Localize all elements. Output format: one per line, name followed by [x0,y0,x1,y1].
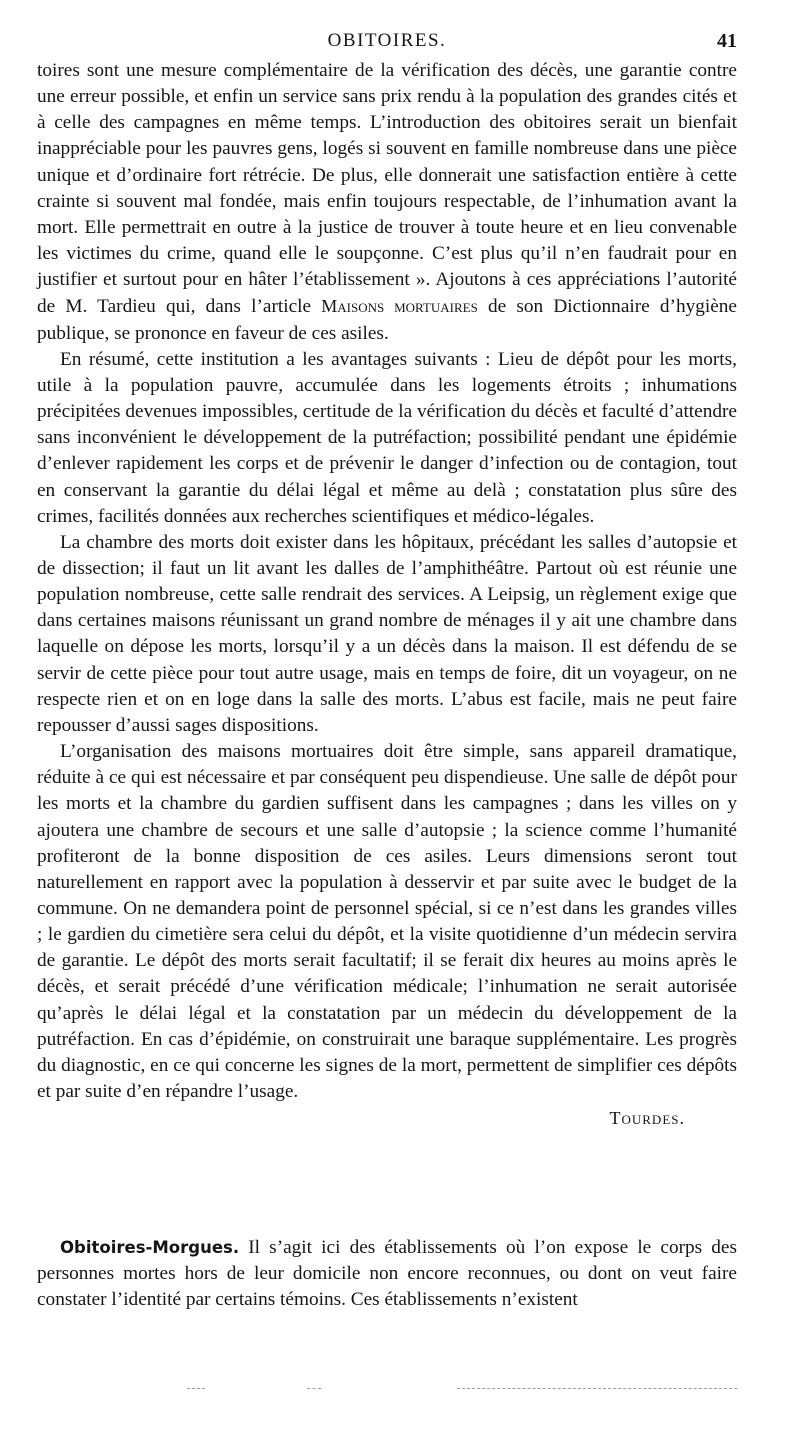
paragraph-text: toires sont une mesure complémentaire de la vérification des décès, une garantie contre une erreur possible, et enfin un service sans prix rendu à la population des grandes cités et à celle des campagnes en même temps. L’introduction des obitoires serait un bienfait inappréciable pour les pauvres gens, logés si souvent en famille nombreuse dans une pièce unique et d’ordinaire fort rétrécie. De plus, elle donnerait une satisfaction entière à cette crainte si souvent mal fondée, mais enfin toujours respectable, de l’inhumation avant la mort. Elle permettrait en outre à la justice de trouver à toute heure et en lieu convenable les victimes du crime, quand elle le soupçonne. C’est plus qu’il n’en faudrait pour en justifier et surtout pour en hâter l’établissement ». Ajoutons à ces appréciations l’autorité de M. Tardieu qui, dans l’article [37,60,737,318]
paragraph: En résumé, cette institution a les avantages suivants : Lieu de dépôt pour les morts, utile à la population pauvre, accumulée dans les logements étroits ; inhumations précipitées devenues impossibles, certitude de la vérification du décès et faculté d’attendre sans inconvénient le développement de la putréfaction; possibilité pendant une épidémie d’enlever rapidement les corps et de prévenir le danger d’infection ou de contagion, tout en conservant la garantie du délai légal et même au delà ; constatation plus sûre des crimes, facilités données aux recherches scientifiques et médico-légales. [37,348,737,527]
entry-text: Il s’agit ici des établissements où l’on expose le corps des personnes mortes hors de leur domicile non encore reconnues, ou dont on veut faire constater l’identité par certains témoins. Ces établissements n’existent [37,1237,737,1311]
entry-paragraph [37,1235,737,1313]
paragraph: La chambre des morts doit exister dans les hôpitaux, précédant les salles d’autopsie et de dissection; il faut un lit avant les dalles de l’amphithéâtre. Partout où est réunie une population nombreuse, cette salle rendrait des services. A Leipsig, un règlement exige que dans certaines maisons réunissant un grand nombre de ménages il y ait une chambre dans laquelle on dépose les morts, lorsqu’il y a un décès dans la maison. Il est défendu de se servir de cette pièce pour tout autre usage, mais en temps de foire, dit un voyageur, on ne respecte rien et on en loge dans la salle des morts. L’abus est facile, mais ne peut faire repousser d’aussi sages dispositions. [37,531,737,736]
article-body [37,58,737,1131]
running-header [37,30,737,54]
paragraph [37,58,737,347]
bottom-rule [37,1388,737,1392]
entry-headword: Obitoires-Morgues. [60,1238,240,1257]
paragraph-text: de son Dictionnaire d’hygiène publique, se prononce en faveur de ces asiles. [37,296,737,344]
dictionary-entry [37,1235,737,1313]
paragraph: L’organisation des maisons mortuaires doit être simple, sans appareil dramatique, réduite à ce qui est nécessaire et par conséquent peu dispendieuse. Une salle de dépôt pour les morts et la chambre du gardien suffisent dans les campagnes ; dans les villes on y ajoutera une chambre de secours et une salle d’autopsie ; la science comme l’humanité profiteront de la bonne disposition de ces asiles. Leurs dimensions seront tout naturellement en rapport avec la population à desservir et par suite avec le budget de la commune. On ne demandera point de personnel spécial, si ce n’est dans les grandes villes ; le gardien du cimetière sera celui du dépôt, et la visite quotidienne d’un médecin servira de garantie. Le dépôt des morts serait facultatif; il se ferait dix heures au moins après le décès, et serait précédé d’une vérification médicale; l’inhumation ne serait autorisée qu’après le délai légal et la constatation par un médecin du développement de la putréfaction. En cas d’épidémie, on construirait une baraque supplémentaire. Les progrès du diagnostic, en ce qui concerne les signes de la mort, permettent de simplifier ces dépôts et par suite d’en répandre l’usage. [37,741,737,1103]
running-title: OBITOIRES. [327,30,447,51]
page-number: 41 [717,30,737,52]
author-signature: Tourdes. [609,1108,685,1129]
article-reference: Maisons mortuaires [321,296,478,317]
